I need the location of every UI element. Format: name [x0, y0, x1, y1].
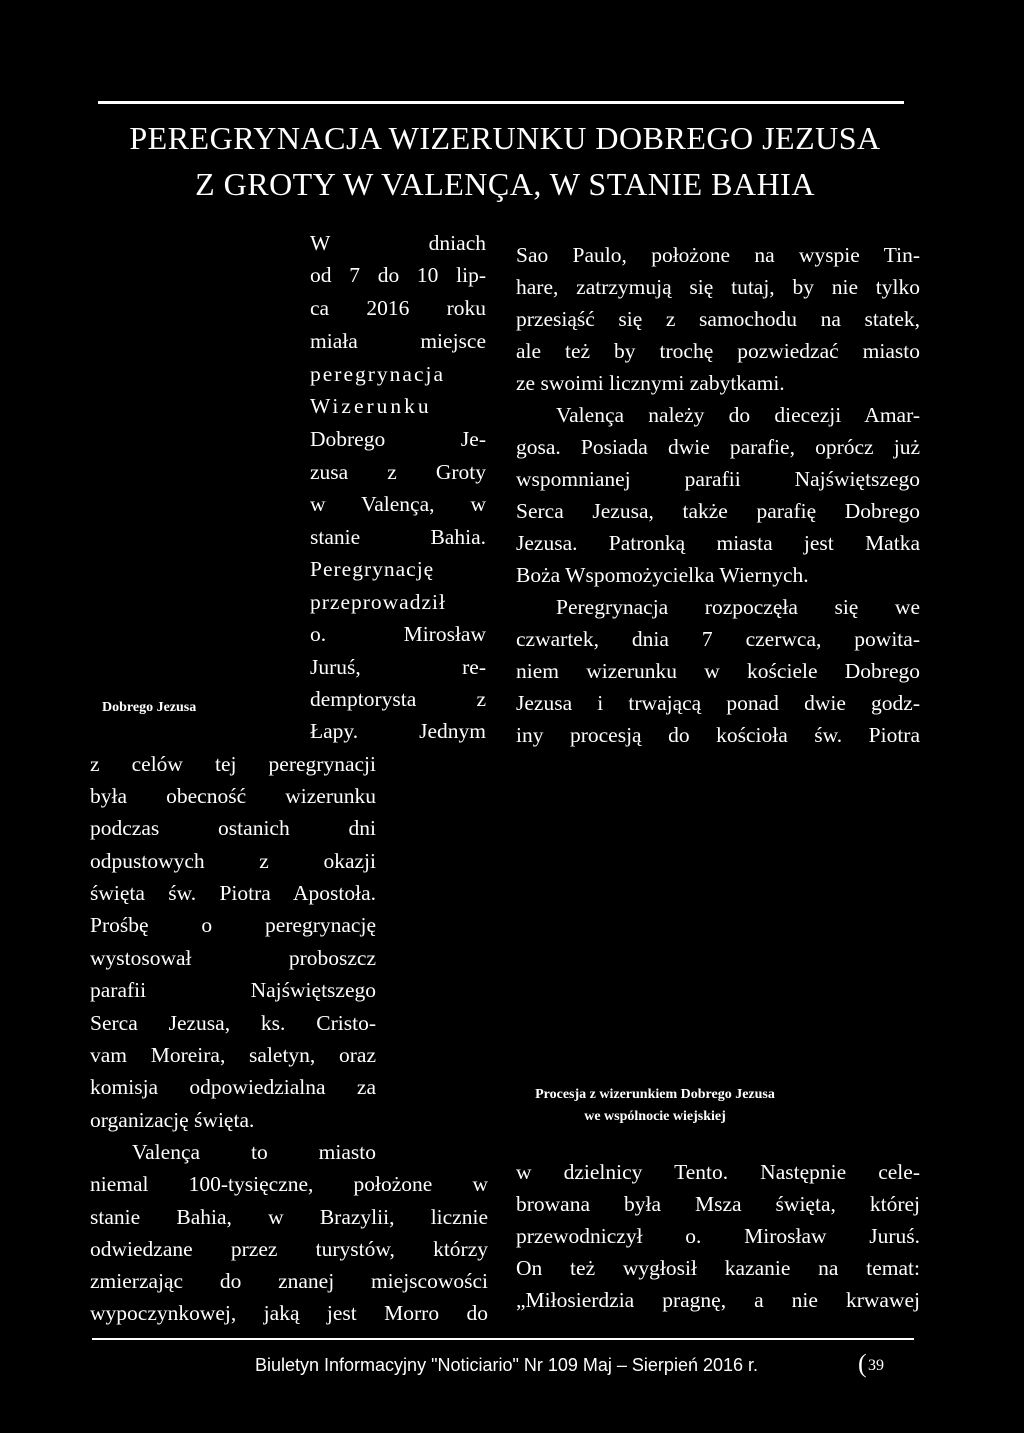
text-line: zmierzając do znanej miejscowości — [90, 1269, 488, 1293]
text-line: Jezusa. Patronką miasta jest Matka — [516, 531, 920, 555]
photo-caption-right-line-2: we wspólnocie wiejskiej — [584, 1109, 726, 1124]
text-line: przewodniczył o. Mirosław Juruś. — [516, 1224, 920, 1248]
text-line: vam Moreira, saletyn, oraz — [90, 1043, 376, 1067]
text-line: z celów tej peregrynacji — [90, 752, 376, 776]
article-title-line-1: PEREGRYNACJA WIZERUNKU DOBREGO JEZUSA — [129, 120, 881, 156]
text-line: Juruś, re- — [310, 655, 486, 679]
text-line: miała miejsce — [310, 329, 486, 353]
text-line: Valença to miasto — [132, 1140, 376, 1164]
text-line: przesiąść się z samochodu na statek, — [516, 307, 920, 331]
article-title-line-2: Z GROTY W VALENÇA, W STANIE BAHIA — [195, 166, 815, 202]
text-line: W dniach — [310, 231, 486, 255]
text-line: w dzielnicy Tento. Następnie cele- — [516, 1160, 920, 1184]
text-line: Wizerunku — [310, 394, 432, 418]
text-line: od 7 do 10 lip- — [310, 263, 486, 287]
text-line: ale też by trochę pozwiedzać miasto — [516, 339, 920, 363]
text-line: On też wygłosił kazanie na temat: — [516, 1256, 920, 1280]
text-line: przeprowadził — [310, 590, 446, 614]
text-line: wystosował proboszcz — [90, 946, 376, 970]
text-line: Peregrynacja rozpoczęła się we — [556, 595, 920, 619]
text-line: święta św. Piotra Apostoła. — [90, 881, 376, 905]
text-line: browana była Msza święta, której — [516, 1192, 920, 1216]
text-line: stanie Bahia, w Brazylii, licznie — [90, 1205, 488, 1229]
text-line: ca 2016 roku — [310, 296, 486, 320]
text-line: ze swoimi licznymi zabytkami. — [516, 371, 785, 395]
text-line: hare, zatrzymują się tutaj, by nie tylko — [516, 275, 920, 299]
footer-publication: Biuletyn Informacyjny "Noticiario" Nr 109 Maj – Sierpień 2016 r. — [255, 1355, 759, 1375]
text-line: gosa. Posiada dwie parafie, oprócz już — [516, 435, 920, 459]
text-line: niem wizerunku w kościele Dobrego — [516, 659, 920, 683]
text-line: komisja odpowiedzialna za — [90, 1075, 376, 1099]
text-line: Łapy. Jednym — [310, 719, 486, 743]
text-line: demptorysta z — [310, 687, 486, 711]
text-line: była obecność wizerunku — [90, 784, 376, 808]
text-line: Sao Paulo, położone na wyspie Tin- — [516, 243, 920, 267]
text-line: Jezusa i trwającą ponad dwie godz- — [516, 691, 920, 715]
text-line: peregrynacja — [310, 362, 446, 386]
text-line: organizację święta. — [90, 1108, 255, 1132]
top-rule — [98, 101, 904, 104]
text-line: o. Mirosław — [310, 622, 486, 646]
text-line: Dobrego Je- — [310, 427, 486, 451]
text-line: Serca Jezusa, ks. Cristo- — [90, 1011, 376, 1035]
text-line: czwartek, dnia 7 czerwca, powita- — [516, 627, 920, 651]
text-line: Peregrynację — [310, 557, 435, 581]
photo-caption-right-line-1: Procesja z wizerunkiem Dobrego Jezusa — [535, 1087, 775, 1102]
text-line: „Miłosierdzia pragnę, a nie krwawej — [516, 1288, 920, 1312]
text-line: zusa z Groty — [310, 460, 486, 484]
text-line: wspomnianej parafii Najświętszego — [516, 467, 920, 491]
footer-rule — [92, 1338, 914, 1340]
text-line: niemal 100-tysięczne, położone w — [90, 1172, 488, 1196]
text-line: wypoczynkowej, jaką jest Morro do — [90, 1301, 488, 1325]
text-line: Boża Wspomożycielka Wiernych. — [516, 563, 809, 587]
text-line: stanie Bahia. — [310, 525, 486, 549]
page-number: 39 — [868, 1357, 884, 1374]
text-line: parafii Najświętszego — [90, 978, 376, 1002]
text-line: Serca Jezusa, także parafię Dobrego — [516, 499, 920, 523]
text-line: iny procesją do kościoła św. Piotra — [516, 723, 920, 747]
text-line: w Valença, w — [310, 492, 486, 516]
text-line: podczas ostanich dni — [90, 816, 376, 840]
text-line: odpustowych z okazji — [90, 849, 376, 873]
page-number-brace: ( — [858, 1349, 867, 1378]
text-line: Prośbę o peregrynację — [90, 913, 376, 937]
photo-caption-left: Dobrego Jezusa — [102, 700, 197, 715]
text-line: Valença należy do diecezji Amar- — [556, 403, 920, 427]
text-line: odwiedzane przez turystów, którzy — [90, 1237, 488, 1261]
